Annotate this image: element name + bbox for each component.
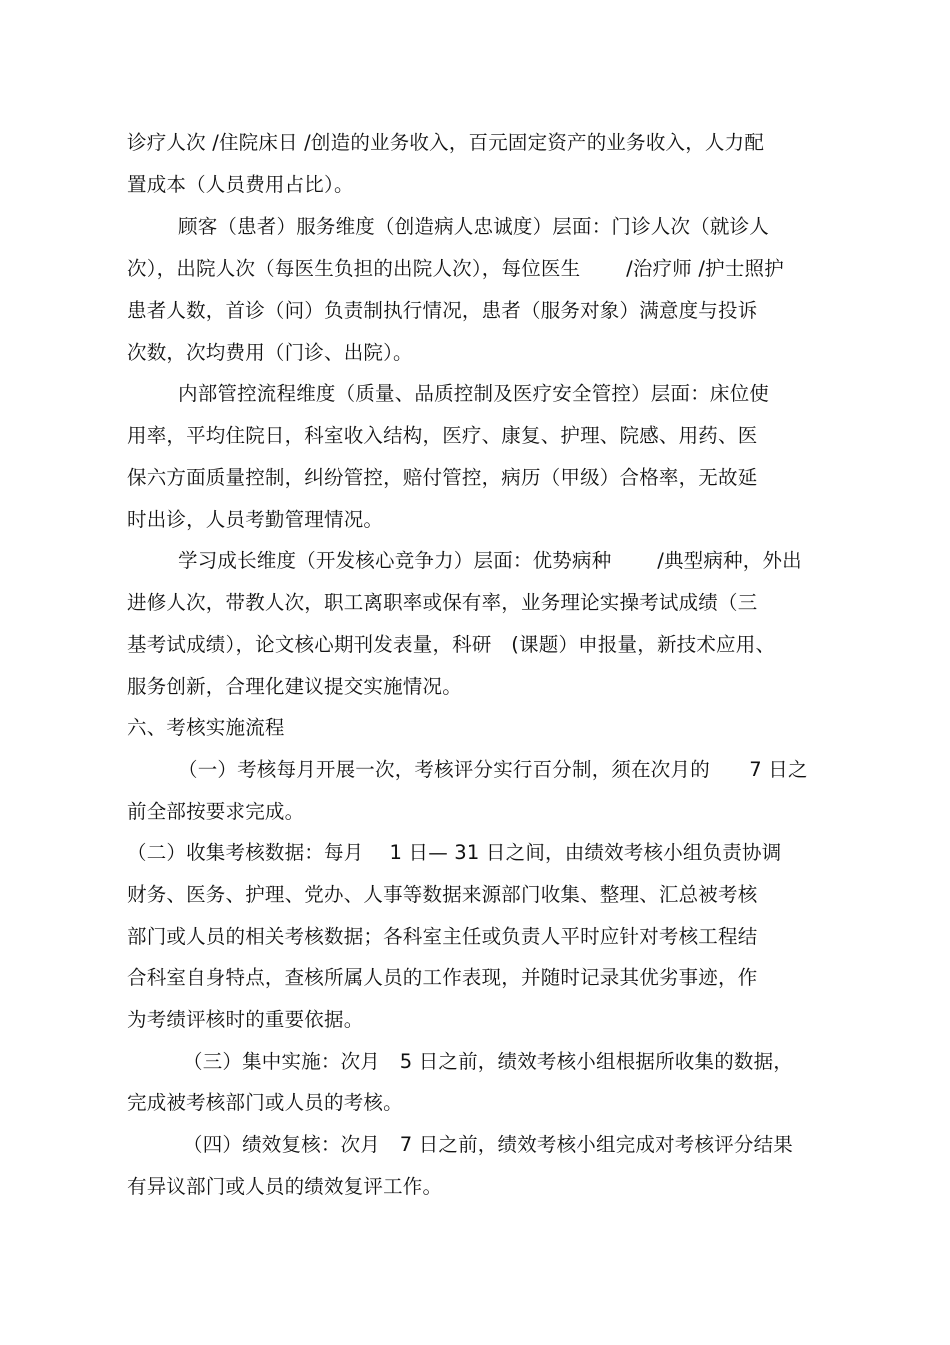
paragraph-line: 次），出院人次（每医生负担的出院人次），每位医生 /治疗师 /护士照护 [127,257,784,280]
paragraph-line: 为考绩评核时的重要依据。 [127,1008,364,1031]
paragraph-line: 部门或人员的相关考核数据；各科室主任或负责人平时应针对考核工程结 [127,925,758,948]
paragraph-line: 患者人数，首诊（问）负责制执行情况，患者（服务对象）满意度与投诉 [127,299,758,322]
paragraph-line: 学习成长维度（开发核心竞争力）层面：优势病种 /典型病种，外出 [178,549,802,572]
paragraph-line: 基考试成绩），论文核心期刊发表量，科研 (课题）申报量，新技术应用、 [127,633,776,656]
paragraph-line: 合科室自身特点，查核所属人员的工作表现，并随时记录其优劣事迹，作 [127,966,758,989]
paragraph-line: 完成被考核部门或人员的考核。 [127,1091,403,1114]
paragraph-line: （一）考核每月开展一次，考核评分实行百分制，须在次月的 7 日之 [178,758,808,781]
paragraph-line: 顾客（患者）服务维度（创造病人忠诚度）层面：门诊人次（就诊人 [178,215,770,238]
paragraph-line: 服务创新，合理化建议提交实施情况。 [127,675,462,698]
paragraph-line: 用率，平均住院日，科室收入结构，医疗、康复、护理、院感、用药、医 [127,424,758,447]
paragraph-line: 置成本（人员费用占比）。 [127,173,354,196]
paragraph-line: 内部管控流程维度（质量、品质控制及医疗安全管控）层面：床位使 [178,382,770,405]
paragraph-line: （三）集中实施：次月 5 日之前，绩效考核小组根据所收集的数据， [183,1050,794,1073]
paragraph-line: （二）收集考核数据：每月 1 日— 31 日之间，由绩效考核小组负责协调 [127,841,782,864]
paragraph-line: 次数，次均费用（门诊、出院）。 [127,341,413,364]
paragraph-line: 有异议部门或人员的绩效复评工作。 [127,1175,443,1198]
paragraph-line: 财务、医务、护理、党办、人事等数据来源部门收集、整理、汇总被考核 [127,883,758,906]
paragraph-line: 时出诊，人员考勤管理情况。 [127,508,384,531]
paragraph-line: 进修人次，带教人次，职工离职率或保有率，业务理论实操考试成绩（三 [127,591,758,614]
paragraph-line: （四）绩效复核：次月 7 日之前，绩效考核小组完成对考核评分结果 [183,1133,794,1156]
section-heading: 六、考核实施流程 [127,716,285,739]
paragraph-line: 诊疗人次 /住院床日 /创造的业务收入，百元固定资产的业务收入，人力配 [127,131,765,154]
paragraph-line: 保六方面质量控制，纠纷管控，赔付管控，病历（甲级）合格率，无故延 [127,466,758,489]
paragraph-line: 前全部按要求完成。 [127,800,305,823]
